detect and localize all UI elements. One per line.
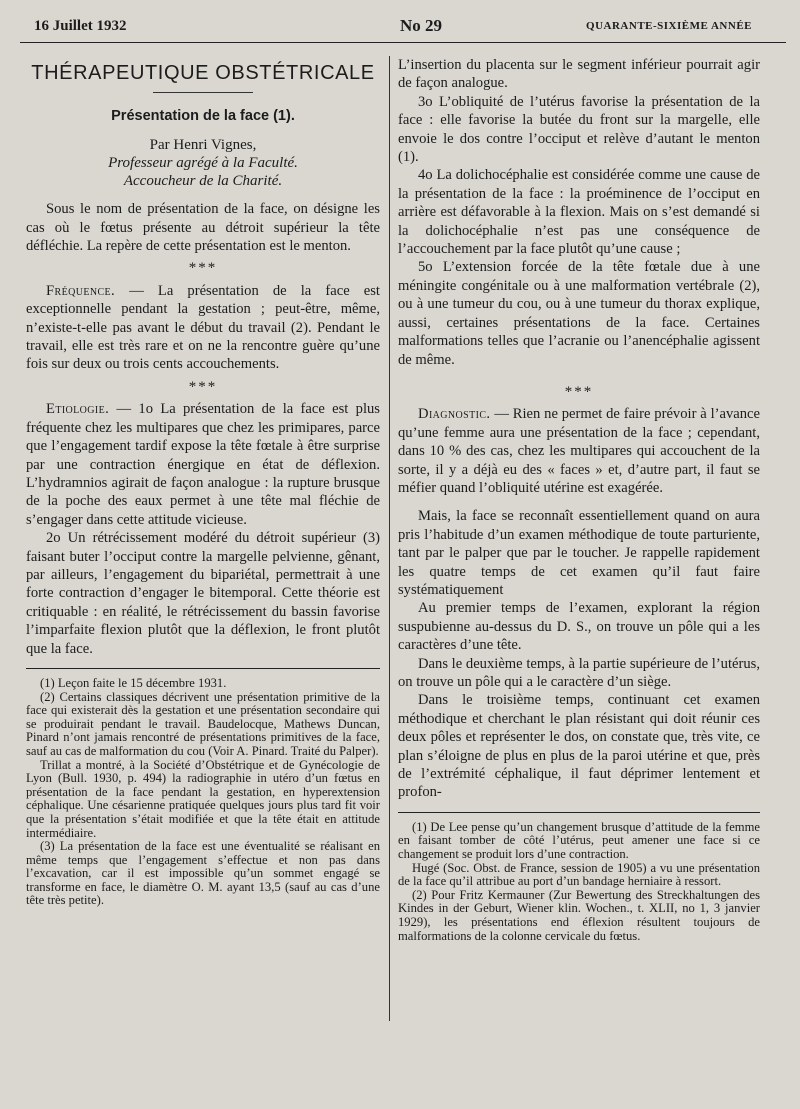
frequency-heading: Fréquence. [46, 282, 116, 299]
frequency-paragraph [26, 282, 380, 374]
etiology-text: — 1o La présentation de la face est plus fréquente chez les multipares que chez les primipares, parce que l’engagement tardif expose la tête fœtale à être surprise par une contraction énergique en état de déflexion. L’hydramnios agirait de façon analogue : la rupture brusque de la poche des eaux permet à une tête mal fléchie de s’engager dans cette attitude vicieuse. [26, 401, 380, 528]
diagnosis-heading: Diagnostic. [418, 406, 491, 423]
etiology-paragraph-2: 2o Un rétrécissement modéré du détroit supérieur (3) faisant buter l’occiput contre la margelle pelvienne, gênant, par ailleurs, l’engagement du bipariétal, permettrait à une forte contraction d’engager le bitemporal. Cette théorie est critiquable : en réalité, le rétrécissement du bassin favorise l’imparfaite flexion plutôt que la déflexion, le front plutôt que la face. [26, 530, 380, 657]
obliquity-paragraph: 3o L’obliquité de l’utérus favorise la présentation de la face : elle favorise la butée du front sur la margelle, elle envoie le dos contre l’occiput et relève d’autant le menton (1). [398, 93, 760, 166]
issue-date: 16 Juillet 1932 [34, 18, 127, 34]
footnote: (1) Leçon faite le 15 décembre 1931. [40, 675, 227, 690]
article-title: Présentation de la face (1). [111, 108, 295, 125]
footnote: (3) La présentation de la face est une éventualité se réalisant en même temps que l’engagement s’effectue et non pas dans l’excavation, car il est impossible qu’un sommet engagé se transforme en face, le diamètre O. M. ayant 13,5 (sauf au cas d’une tête très petite). [26, 839, 380, 908]
frequency-text: — La présentation de la face est exceptionnelle pendant la gestation ; peut-être, même, n’existe-t-elle pas avant le début du travail (2). Pendant le travail, elle est très rare et on ne la rencontre guère qu’une fois sur deux ou trois cents accouchements. [26, 282, 380, 373]
footnote: Hugé (Soc. Obst. de France, session de 1905) a vu une présentation de la face qu’il attribue au port d’un bandage herniaire à ressort. [398, 860, 760, 889]
extension-paragraph: 5o L’extension forcée de la tête fœtale due à une méningite congénitale ou à une malformation vertébrale (2), ou à une tumeur du cou, ou à une tumeur du thorax explique, aussi, certaines présentations de la face. Certaines malformations telles que l’acranie ou l’anencéphalie agissent de même. [398, 259, 760, 368]
right-column [398, 56, 760, 943]
footnotes-left [26, 677, 380, 908]
second-step-paragraph: Dans le deuxième temps, à la partie supérieure de l’utérus, on trouve un pôle qui a le caractère d’un siège. [398, 655, 760, 690]
etiology-paragraph [26, 400, 380, 529]
section-separator-3: *** [564, 383, 594, 400]
running-head [34, 18, 752, 38]
column-divider [389, 56, 390, 1021]
header-rule [20, 42, 786, 43]
exam-paragraph: Mais, la face se reconnaît essentiellement quand on aura pris l’habitude d’un examen méthodique de toute parturiente, tant par le palper que par le toucher. Je rappelle rapidement les quatre temps de cet examen qu’il faut faire systématiquement [398, 508, 760, 598]
first-step-paragraph: Au premier temps de l’examen, explorant la région suspubienne au-dessus du D. S., on trouve un pôle qui a les caractères d’une tête. [398, 600, 760, 654]
author-affiliation-2: Accoucheur de la Charité. [123, 173, 283, 190]
section-separator: *** [188, 260, 218, 277]
footnote: (1) De Lee pense qu’un changement brusque d’attitude de la femme en faisant tomber de côté l’utérus, peut amener une face si ce changement se produit lors d’une contraction. [398, 819, 760, 862]
footnotes-right [398, 821, 760, 943]
section-separator-2: *** [188, 378, 218, 395]
diagnosis-paragraph [398, 405, 760, 497]
placenta-paragraph: L’insertion du placenta sur le segment inférieur pourrait agir de façon analogue. [398, 57, 760, 92]
issue-number: No 29 [400, 16, 443, 35]
diagnosis-text: — Rien ne permet de faire prévoir à l’avance qu’une femme aura une présentation de la face ; cependant, dans 10 % des cas, chez les multipares qui accouchent de la sorte, il y a déjà eu des « faces » et, d’autre part, il faut se méfier quand l’obliquité utérine est exagérée. [398, 406, 760, 496]
footnote: (2) Certains classiques décrivent une présentation primitive de la face qui existerait dès la gestation et une présentation secondaire qui se produirait pendant le travail. Baudelocque, Mathews Duncan, Pinard n’ont jamais rencontré de présentations primitives de la face, sauf au cas de malformation du cou (Voir A. Pinard. Traité du Palper). [26, 689, 380, 758]
title-rule [153, 92, 253, 93]
section-title: THÉRAPEUTIQUE OBSTÉTRICALE [31, 62, 375, 84]
left-column [26, 56, 380, 908]
volume-year: QUARANTE-SIXIÈME ANNÉE [586, 20, 752, 32]
intro-paragraph: Sous le nom de présentation de la face, on désigne les cas où le fœtus présente au détroit supérieur la tête défléchie. La repère de cette présentation est le menton. [26, 201, 380, 255]
author-byline: Par Henri Vignes, [149, 136, 257, 153]
third-step-paragraph: Dans le troisième temps, continuant cet examen méthodique et cherchant le plan résistant qui doit réunir ces deux pôles et représenter le dos, on constate que, très vite, ce plan s’éloigne de plus en plus de la paroi utérine et que, près de l’extrémité céphalique, il faut déprimer lentement et profon- [398, 692, 760, 801]
dolichocephaly-paragraph: 4o La dolichocéphalie est considérée comme une cause de la présentation de la face : la proéminence de l’occiput en arrière est défavorable à la flexion. Mais on s’est demandé si la dolichocéphalie n’est pas une conséquence de l’accouchement par la face plutôt qu’une cause ; [398, 167, 760, 258]
footnote-rule-right [398, 812, 760, 813]
footnote: Trillat a montré, à la Société d’Obstétrique et de Gynécologie de Lyon (Bull. 1930, p. 494) la radiographie in utéro d’un fœtus en présentation de la face pendant la gestation, en hyperextension céphalique. Une césarienne pratiquée quelques jours plus tard fit voir que la présentation s’était modifiée et que la tête était en attitude intermédiaire. [26, 757, 380, 840]
etiology-heading: Etiologie. [46, 401, 110, 418]
author-affiliation-1: Professeur agrégé à la Faculté. [108, 155, 298, 172]
footnote-rule [26, 668, 380, 669]
footnote: (2) Pour Fritz Kermauner (Zur Bewertung des Streckhaltungen des Kindes in der Geburt, Wiener klin. Wochen., t. XLII, no 1, 3 janvier 1929), les présentations end éflexion résultent toujours de malformations de la colonne cervicale du fœtus. [398, 887, 760, 943]
